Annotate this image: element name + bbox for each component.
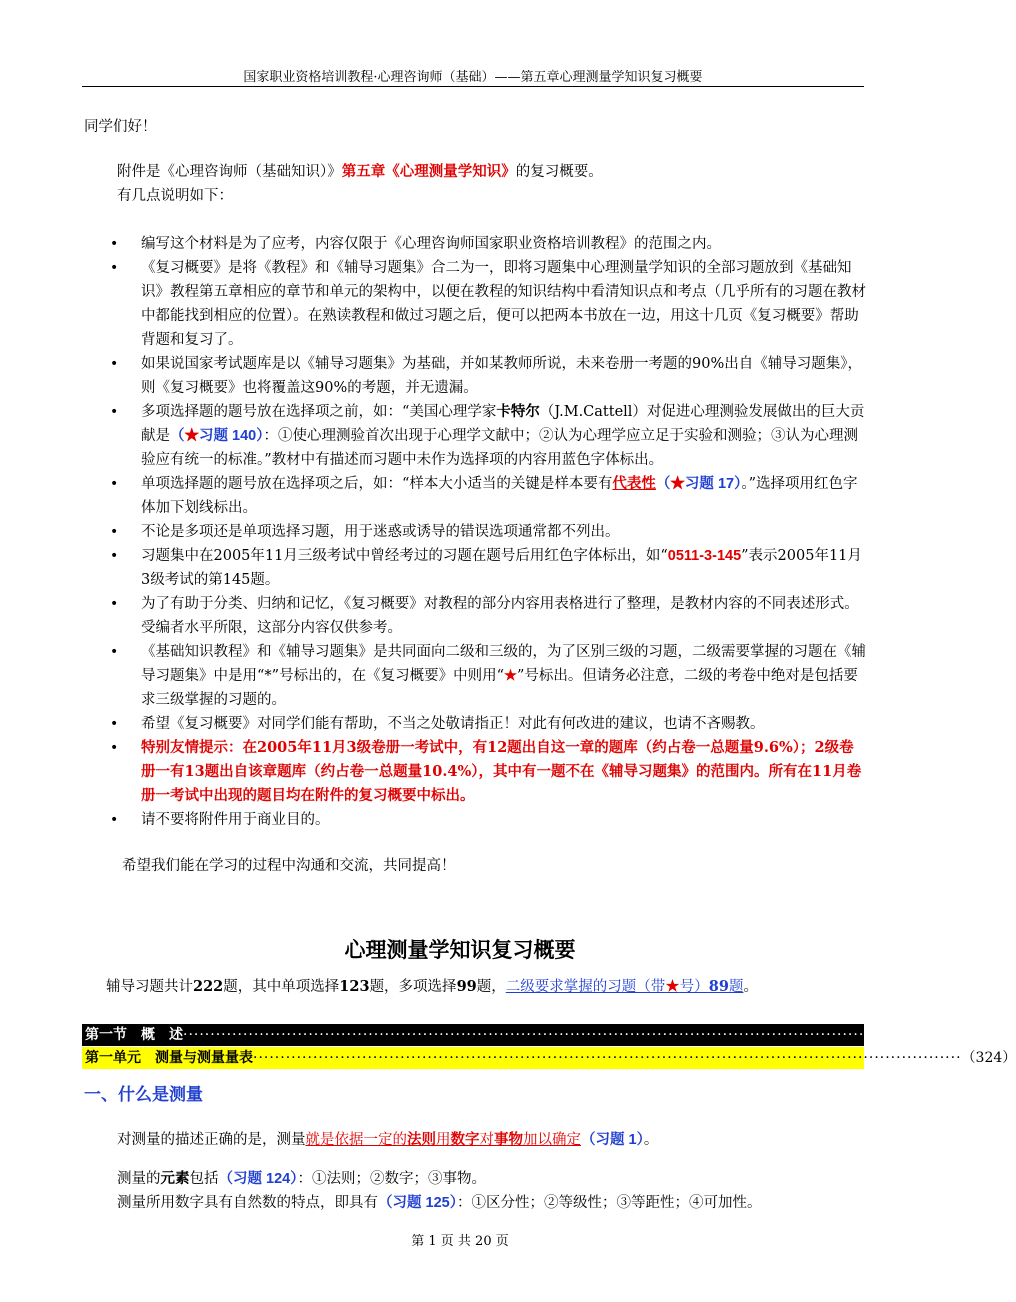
list-item (84, 352, 866, 400)
answer-text: 法则 (407, 1131, 436, 1148)
list-item-text: 如果说国家考试题库是以《辅导习题集》为基础，并如某教师所说，未来卷册一考题的90%出自《辅导习题集》，则《复习概要》也将覆盖这90%的考题，并无遗漏。 (141, 356, 862, 396)
answer-text: 用 (436, 1132, 451, 1148)
list-item-text: （J.M.Cattell）对促进心理测验发展做出的巨大贡献是 (141, 404, 865, 444)
special-notice: 特别友情提示：在2005年11月3级卷册一考试中，有12题出自这一章的题库（约占卷一总题量9.6%）；2级卷册一有13题出自该章题库（约占卷一总题量10.4%），其中有一题不在《辅导习题集》的范围内。所有在11月卷册一考试中出现的题目均在附件的复习概要中标出。 (141, 739, 862, 804)
summary-text: 辅导习题共计 (106, 979, 193, 995)
toc-section-page: （324） (891, 1027, 947, 1043)
content-text: ：①法则；②数字；③事物。 (297, 1171, 486, 1187)
star-icon: ★ (184, 428, 199, 444)
toc-unit-bar[interactable] (82, 1047, 1016, 1069)
summary-text: 。 (743, 979, 758, 995)
page-footer: 第 1 页 共 20 页 (411, 1234, 509, 1249)
ref-open: （ (170, 428, 185, 444)
page-header: 国家职业资格培训教程·心理咨询师（基础）——第五章心理测量学知识复习概要 (82, 66, 864, 87)
ref-open: （ (655, 476, 671, 492)
section-heading: 一、什么是测量 (84, 1085, 203, 1105)
content-text: 对测量的描述正确的是，测量 (117, 1132, 306, 1148)
answer-text: 就是依据一定的 (305, 1132, 407, 1148)
content-line-2 (117, 1167, 486, 1191)
list-item (84, 232, 866, 256)
list-item (84, 400, 866, 472)
multi-count: 99 (456, 978, 477, 995)
intro-post: 的复习概要。 (515, 164, 603, 180)
list-item (84, 472, 866, 520)
list-item-text: 编写这个材料是为了应考，内容仅限于《心理咨询师国家职业资格培训教程》的范围之内。 (141, 236, 721, 252)
list-item-text: 《复习概要》是将《教程》和《辅导习题集》合二为一，即将习题集中心理测量学知识的全部习题放到《基础知识》教程第五章相应的章节和单元的架构中，以便在教程的知识结构中看清知识点和考点（几乎所有的习题在教材中都能找到相应的位置）。在熟读教程和做过习题之后，便可以把两本书放在一边，用这十几页《复习概要》帮助背题和复习了。 (141, 260, 866, 348)
content-line-3 (117, 1191, 761, 1215)
exercise-ref: （习题 125） (378, 1195, 457, 1211)
keyword: 元素 (160, 1170, 190, 1187)
intro-chapter: 第五章《心理测量学知识》 (341, 163, 516, 180)
intro-pre: 附件是《心理咨询师（基础知识）》 (117, 164, 342, 180)
doc-title: 心理测量学知识复习概要 (344, 938, 576, 962)
answer-text: 事物 (494, 1131, 523, 1148)
list-item-text: ”号标出。但请务必注意，二级的考卷中绝对是包括要求三级掌握的习题的。 (141, 668, 858, 708)
list-item (84, 712, 866, 736)
toc-unit-page: （324） (961, 1050, 1016, 1066)
star-icon: ★ (504, 668, 517, 684)
level2-link[interactable] (506, 979, 744, 995)
list-item-text: 习题集中在2005年11月三级考试中曾经考过的习题在题号后用红色字体标出，如“ (141, 548, 668, 564)
ref-close: ） (734, 476, 742, 492)
notes-list (84, 232, 866, 832)
list-item (84, 808, 866, 832)
summary-line (106, 975, 758, 999)
intro-line2: 有几点说明如下： (117, 188, 233, 204)
total-count: 222 (193, 978, 224, 995)
level2-text: 题 (728, 979, 744, 995)
closing-line: 希望我们能在学习的过程中沟通和交流，共同提高！ (122, 858, 456, 874)
list-item-text: 《基础知识教程》和《辅导习题集》是共同面向二级和三级的，为了区别三级的习题，二级需要掌握的习题在《辅导习题集》中是用“*”号标出的，在《复习概要》中则用“ (141, 644, 866, 684)
answer-text: 对 (479, 1132, 494, 1148)
content-line-1 (117, 1128, 658, 1152)
toc-section-bar[interactable] (82, 1024, 947, 1046)
exercise-ref: 习题 17 (684, 476, 735, 492)
level2-text: 号） (679, 979, 709, 995)
summary-text: 题， (476, 979, 506, 995)
content-text: 包括 (189, 1171, 219, 1187)
list-item (84, 736, 866, 808)
exercise-ref: （习题 124） (218, 1171, 298, 1187)
intro-line (117, 160, 603, 184)
level2-count: 89 (708, 978, 729, 995)
level2-text: 二级要求掌握的习题（带 (505, 979, 666, 995)
list-item (84, 592, 866, 640)
content-text: ：①区分性；②等级性；③等距性；④可加性。 (456, 1195, 762, 1211)
list-item-text: 为了有助于分类、归纳和记忆，《复习概要》对教程的部分内容用表格进行了整理，是教材内容的不同表述形式。受编者水平所限，这部分内容仅供参考。 (141, 596, 859, 636)
list-item-text: ：①使心理测验首次出现于心理学文献中；②认为心理学应立足于实验和测验；③认为心理测验应有统一的标准。”教材中有描述而习题中未作为选择项的内容用蓝色字体标出。 (141, 428, 858, 468)
exercise-ref: （习题 1） (581, 1132, 644, 1148)
list-item (84, 544, 866, 592)
toc-leader: ·································································································································· (183, 1027, 892, 1043)
list-item (84, 520, 866, 544)
list-item-text: ”表示2005年11月3级考试的第145题。 (141, 548, 862, 588)
summary-text: 题，其中单项选择 (223, 979, 340, 995)
star-icon: ★ (665, 979, 680, 995)
list-item-text: 希望《复习概要》对同学们能有帮助，不当之处敬请指正！对此有何改进的建议，也请不吝赐教。 (141, 716, 765, 732)
answer-text: 加以确定 (523, 1132, 581, 1148)
content-text: 测量的 (117, 1171, 161, 1187)
list-item-text: 不论是多项还是单项选择习题，用于迷惑或诱导的错误选项通常都不列出。 (141, 524, 620, 540)
answer-text: 数字 (450, 1131, 480, 1148)
list-item (84, 640, 866, 712)
list-item (84, 256, 866, 352)
list-item-text: 单项选择题的题号放在选择项之后，如：“样本大小适当的关键是样本要有 (141, 476, 613, 492)
content-text: 。 (643, 1132, 659, 1148)
list-item-text: 多项选择题的题号放在选择项之前，如：“美国心理学家 (141, 404, 497, 420)
list-item-text: 。”选择项用红色字体加下划线标出。 (141, 476, 858, 516)
exercise-ref: 习题 140 (199, 428, 257, 444)
star-icon: ★ (670, 476, 685, 492)
single-count: 123 (339, 978, 370, 995)
toc-section-label: 第一节 概 述 (85, 1027, 183, 1043)
ref-close: ） (256, 428, 264, 444)
summary-text: 题，多项选择 (369, 979, 457, 995)
toc-unit-label: 第一单元 测量与测量量表 (85, 1050, 253, 1066)
cattell-name: 卡特尔 (496, 403, 540, 420)
toc-leader: ·································································································································· (253, 1050, 962, 1066)
content-text: 测量所用数字具有自然数的特点，即具有 (117, 1195, 378, 1211)
greeting: 同学们好！ (84, 119, 157, 135)
answer-keyword: 代表性 (612, 475, 656, 492)
list-item-text: 请不要将附件用于商业目的。 (141, 812, 330, 828)
exam-code: 0511-3-145 (667, 548, 742, 564)
